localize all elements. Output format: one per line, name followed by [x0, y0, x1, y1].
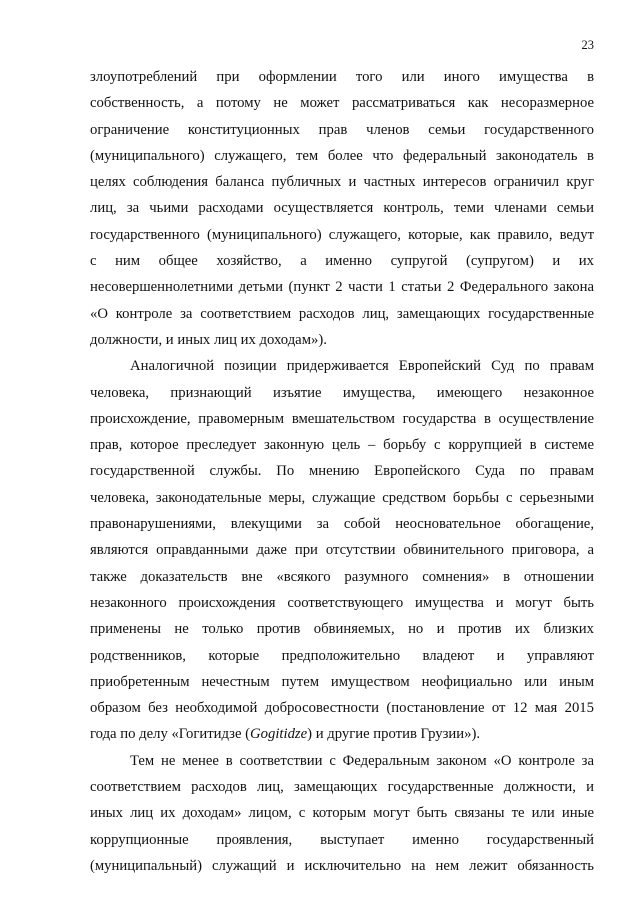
paragraph-1 [90, 64, 594, 353]
text-line: целях соблюдения баланса публичных и частных интересов ограничил круг [90, 174, 594, 191]
text-line: (муниципального) служащего, тем более что федеральный законодатель в [90, 147, 594, 164]
text-line: применены не только против обвиняемых, но и против их близких [90, 621, 594, 638]
text-segment: года по делу «Гогитидзе ( [90, 726, 251, 743]
text-line: Тем не менее в соответствии с Федеральным законом «О контроле за [130, 752, 594, 769]
text-line: «О контроле за соответствием расходов лиц, замещающих государственные [90, 305, 594, 322]
text-line: являются оправданными даже при отсутствии обвинительного приговора, а [90, 542, 594, 559]
italic-case-name: Gogitidze [250, 726, 308, 743]
text-line: государственной службы. По мнению Европейского Суда по правам [90, 463, 594, 480]
text-line: (муниципальный) служащий и исключительно на нем лежит обязанность [90, 857, 594, 874]
text-segment: ) и другие против Грузии»). [307, 726, 481, 743]
paragraph-3 [90, 748, 594, 879]
text-line: злоупотреблений при оформлении того или иного имущества в [90, 69, 594, 85]
text-line: образом без необходимой добросовестности (постановление от 12 мая 2015 [90, 700, 594, 717]
text-line: прав, которое преследует законную цель – борьбу с коррупцией в системе [90, 437, 594, 454]
text-line: родственников, которые предположительно владеют и управляют [90, 647, 594, 664]
text-line: ограничение конституционных прав членов семьи государственного [90, 121, 594, 138]
text-line: человека, признающий изъятие имущества, имеющего незаконное [90, 384, 594, 401]
text-line: лиц, за чьими расходами осуществляется контроль, теми членами семьи [90, 200, 594, 217]
text-line: правонарушениями, влекущими за собой неосновательное обогащение, [90, 516, 594, 533]
text-line: несовершеннолетними детьми (пункт 2 части 1 статьи 2 Федерального закона [90, 279, 594, 296]
text-line: Аналогичной позиции придерживается Европейский Суд по правам [130, 358, 594, 375]
text-line: с ним общее хозяйство, а именно супругой (супругом) и их [90, 253, 594, 270]
text-line: человека, законодательные меры, служащие средством борьбы с серьезными [90, 489, 594, 506]
text-line: также доказательств вне «всякого разумного сомнения» в отношении [90, 568, 594, 585]
text-line: приобретенным нечестным путем имуществом неофициально или иным [90, 673, 594, 690]
text-line: собственность, а потому не может рассматриваться как несоразмерное [90, 95, 594, 112]
text-line: коррупционные проявления, выступает именно государственный [90, 831, 594, 848]
text-line: государственного (муниципального) служащего, которые, как правило, ведут [90, 226, 594, 243]
text-line: незаконного происхождения соответствующего имущества и могут быть [90, 594, 594, 611]
text-line: должности, и иных лиц их доходам»). [90, 331, 327, 348]
text-line [90, 721, 594, 747]
paragraph-2 [90, 353, 594, 747]
text-line: соответствием расходов лиц, замещающих государственные должности, и [90, 779, 594, 796]
page-number: 23 [581, 38, 594, 52]
document-body [90, 64, 594, 879]
text-line: иных лиц их доходам» лицом, с которым могут быть связаны те или иные [90, 805, 594, 822]
text-line: происхождение, правомерным вмешательством государства в осуществление [90, 410, 594, 427]
